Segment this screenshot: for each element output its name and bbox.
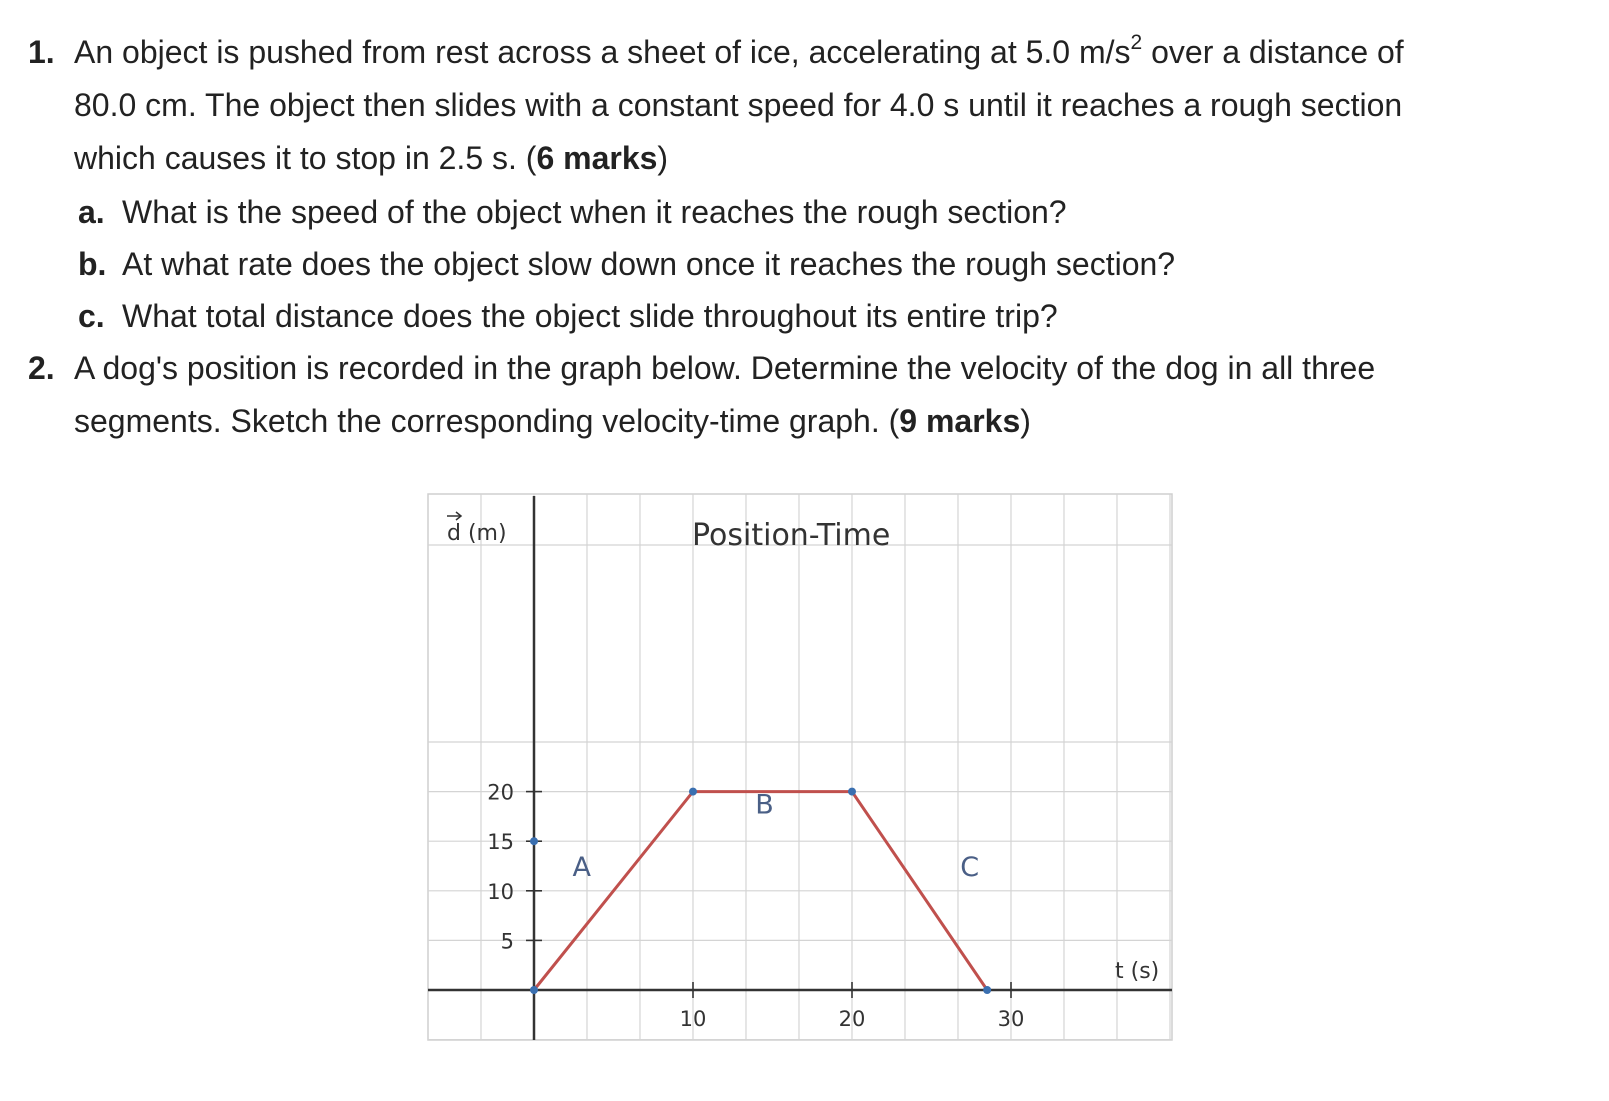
- question-2-number: 2.: [28, 350, 55, 386]
- y-tick-label: 10: [487, 879, 514, 904]
- segment-label: B: [755, 789, 774, 821]
- chart-title: Position-Time: [692, 518, 891, 553]
- question-1-line-1-text: An object is pushed from rest across a sheet of ice, accelerating at 5.0 m/s: [74, 34, 1131, 70]
- segment-label: A: [572, 851, 591, 883]
- question-2-line-2-text: segments. Sketch the corresponding velocity-time graph. (: [74, 403, 900, 439]
- y-tick-label: 15: [487, 830, 514, 855]
- data-point: [689, 788, 697, 796]
- x-tick-label: 20: [838, 1007, 866, 1031]
- data-point: [848, 788, 856, 796]
- graph-grid: [428, 494, 1172, 1040]
- question-1-number: 1.: [28, 34, 55, 70]
- x-tick-label: 10: [679, 1007, 707, 1031]
- x-axis-label: t (s): [1115, 959, 1160, 984]
- question-2-marks: 9 marks: [899, 403, 1021, 439]
- question-1-line-2: 80.0 cm. The object then slides with a constant speed for 4.0 s until it reaches a rough section: [74, 87, 1403, 123]
- y-axis-label: d (m): [447, 521, 507, 546]
- question-1-line-3-tail: ): [657, 140, 669, 176]
- question-2-line-1: A dog's position is recorded in the graph below. Determine the velocity of the dog in all three: [74, 350, 1376, 386]
- squared-superscript: 2: [1130, 31, 1143, 54]
- question-1-line-3-text: which causes it to stop in 2.5 s. (: [74, 140, 537, 176]
- data-point: [530, 837, 538, 845]
- question-1-marks: 6 marks: [536, 140, 658, 176]
- question-1-line-1-tail: over a distance of: [1142, 34, 1404, 70]
- part-b-letter: b.: [78, 246, 107, 282]
- plot-frame: [428, 494, 1172, 1040]
- part-c-text: What total distance does the object slide throughout its entire trip?: [122, 298, 1058, 334]
- question-2-line-2-tail: ): [1020, 403, 1031, 439]
- y-tick-label: 5: [500, 929, 514, 954]
- part-c-letter: c.: [78, 298, 105, 334]
- segment-label: C: [960, 851, 980, 883]
- x-tick-label: 30: [997, 1007, 1025, 1031]
- part-a-letter: a.: [78, 194, 105, 230]
- y-tick-label: 20: [487, 780, 514, 805]
- data-point: [983, 986, 991, 994]
- part-b-text: At what rate does the object slow down once it reaches the rough section?: [122, 246, 1176, 282]
- data-point: [530, 986, 538, 994]
- part-a-text: What is the speed of the object when it reaches the rough section?: [122, 194, 1067, 230]
